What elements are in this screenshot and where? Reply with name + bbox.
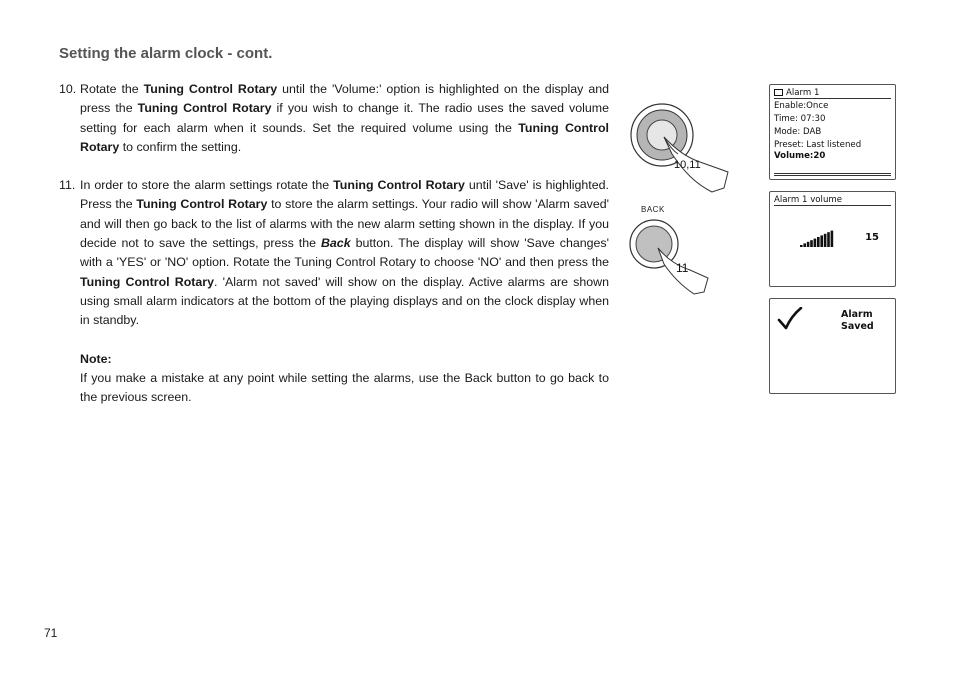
saved-message [841, 309, 874, 333]
volume-bar [803, 243, 806, 247]
volume-bar [831, 231, 834, 247]
page-number: 71 [44, 626, 58, 640]
lcd-alarm-saved [769, 298, 896, 394]
text-run: In order to store the alarm settings rotate the [80, 178, 334, 193]
step-number: 11. [59, 178, 76, 193]
text-run: until the 'Volume:' option is highlighted on the display and press the [80, 82, 609, 116]
volume-bar [807, 242, 810, 247]
volume-bar [814, 239, 817, 247]
text-run: . 'Alarm not saved' will show on the display. Active alarms are shown using small alarm indicators at the bottom of the playing displays and on the clock display when in standby. [80, 274, 609, 328]
emphasis-text: Tuning Control Rotary [143, 82, 278, 96]
back-button-illustration [628, 216, 718, 296]
volume-bar [820, 235, 823, 247]
lcd-alarm-settings [769, 84, 896, 180]
text-run: to store the alarm settings. Your radio will show 'Alarm saved' and will then go back to the list of alarms with the new alarm setting shown in the display. If you decide not to save the settings, press the [80, 197, 610, 251]
emphasis-text: Back [320, 236, 351, 251]
text-run: Rotate the [80, 82, 144, 96]
emphasis-text: Tuning Control Rotary [136, 197, 268, 212]
instructions [59, 80, 609, 407]
step-text [80, 80, 609, 157]
back-step-label: 11 [676, 261, 689, 275]
alarm-list-icon [774, 89, 783, 96]
step-10 [59, 80, 609, 157]
text-run: button. The display will show 'Save changes' with a 'YES' or 'NO' option. Rotate the Tuning Control Rotary to choose 'NO' and then press the [80, 236, 609, 270]
saved-line-1: Alarm [841, 309, 873, 320]
lcd-line: Enable:Once [774, 101, 829, 111]
emphasis-text: Tuning Control Rotary [80, 120, 609, 154]
lcd-bottom-bar [774, 173, 891, 176]
text-run: to confirm the setting. [119, 139, 242, 154]
volume-bar [827, 232, 830, 247]
text-run: if you wish to change it. The radio uses the saved volume setting for each alarm when it sounds. Set the required volume using the [80, 101, 609, 135]
rotary-step-label: 10,11 [674, 159, 701, 171]
emphasis-text: Tuning Control Rotary [80, 274, 214, 289]
lcd-line: Mode: DAB [774, 127, 822, 137]
step-number: 10. [59, 82, 77, 96]
volume-value: 15 [865, 232, 879, 243]
note [80, 350, 609, 408]
lcd-title-row [774, 87, 891, 99]
volume-bar [824, 234, 827, 247]
volume-bar [800, 245, 803, 247]
step-text [80, 176, 609, 330]
tuning-rotary-illustration [628, 92, 738, 196]
volume-level-icon [800, 229, 836, 247]
volume-bar [817, 237, 820, 247]
lcd-highlight-line: Volume:20 [774, 151, 826, 161]
lcd-line: Time: 07:30 [774, 114, 826, 124]
page-heading: Setting the alarm clock - cont. [59, 45, 273, 62]
emphasis-text: Tuning Control Rotary [333, 178, 465, 193]
back-button-label: BACK [641, 205, 665, 214]
lcd-alarm-volume [769, 191, 896, 287]
checkmark-icon [777, 307, 803, 331]
volume-bar [810, 240, 813, 247]
lcd-title: Alarm 1 [786, 87, 820, 98]
note-text: If you make a mistake at any point while setting the alarms, use the Back button to go back to the previous screen. [80, 370, 609, 405]
note-title: Note: [80, 351, 112, 366]
lcd-line: Preset: Last listened [774, 140, 862, 150]
saved-line-2: Saved [841, 321, 874, 332]
lcd-title-row [774, 194, 891, 206]
lcd-title: Alarm 1 volume [774, 194, 843, 205]
text-run: until 'Save' is highlighted. Press the [80, 178, 609, 212]
emphasis-text: Tuning Control Rotary [137, 101, 272, 116]
step-11 [59, 176, 609, 330]
